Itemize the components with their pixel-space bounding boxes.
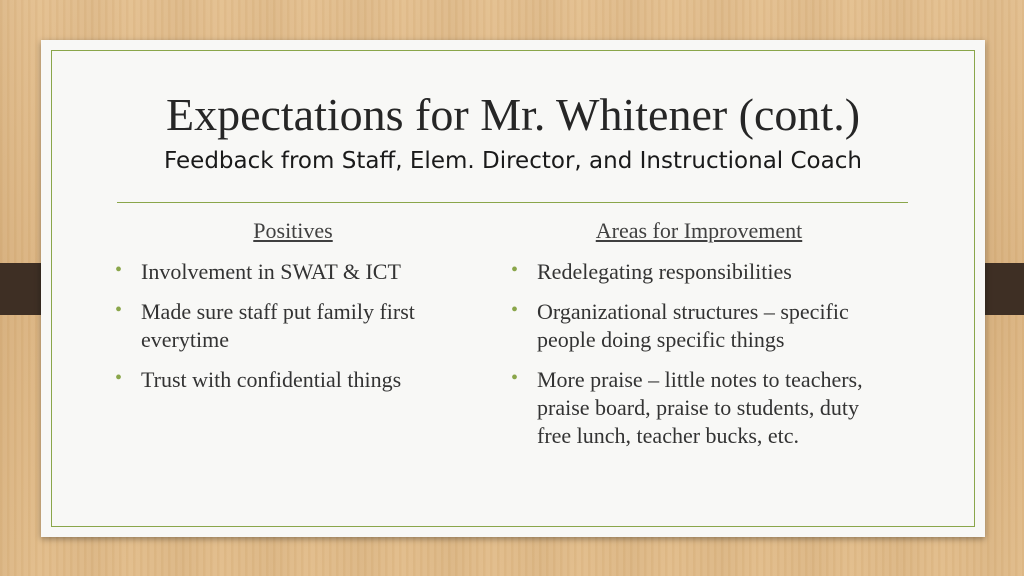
positives-column — [113, 218, 473, 406]
improvements-column — [509, 218, 889, 462]
positives-heading: Positives — [253, 218, 333, 243]
positives-item — [113, 366, 473, 394]
bullet-icon: • — [511, 367, 519, 390]
bullet-icon: • — [115, 367, 123, 390]
improvements-list — [509, 258, 889, 450]
bullet-icon: • — [511, 259, 519, 282]
improvements-item-text: Redelegating responsibilities — [537, 259, 792, 285]
positives-item — [113, 298, 473, 354]
improvements-item — [509, 258, 889, 286]
bullet-icon: • — [115, 299, 123, 322]
bullet-icon: • — [511, 299, 519, 322]
positives-item-text: Involvement in SWAT & ICT — [141, 259, 401, 285]
title-divider — [117, 202, 908, 203]
improvements-item-text: More praise – little notes to teachers, praise board, praise to students, duty free lunch, teacher bucks, etc. — [537, 367, 863, 449]
positives-item-text: Trust with confidential things — [141, 367, 402, 393]
positives-item-text: Made sure staff put family first everytime — [141, 299, 415, 353]
improvements-item-text: Organizational structures – specific people doing specific things — [537, 299, 849, 353]
improvements-item — [509, 366, 889, 450]
positives-list — [113, 258, 473, 394]
improvements-heading: Areas for Improvement — [595, 218, 803, 243]
slide-title: Expectations for Mr. Whitener (cont.) — [165, 89, 861, 140]
positives-item — [113, 258, 473, 286]
improvements-item — [509, 298, 889, 354]
slide-subtitle: Feedback from Staff, Elem. Director, and Instructional Coach — [164, 148, 862, 174]
bullet-icon: • — [115, 259, 123, 282]
slide-card — [41, 40, 985, 537]
